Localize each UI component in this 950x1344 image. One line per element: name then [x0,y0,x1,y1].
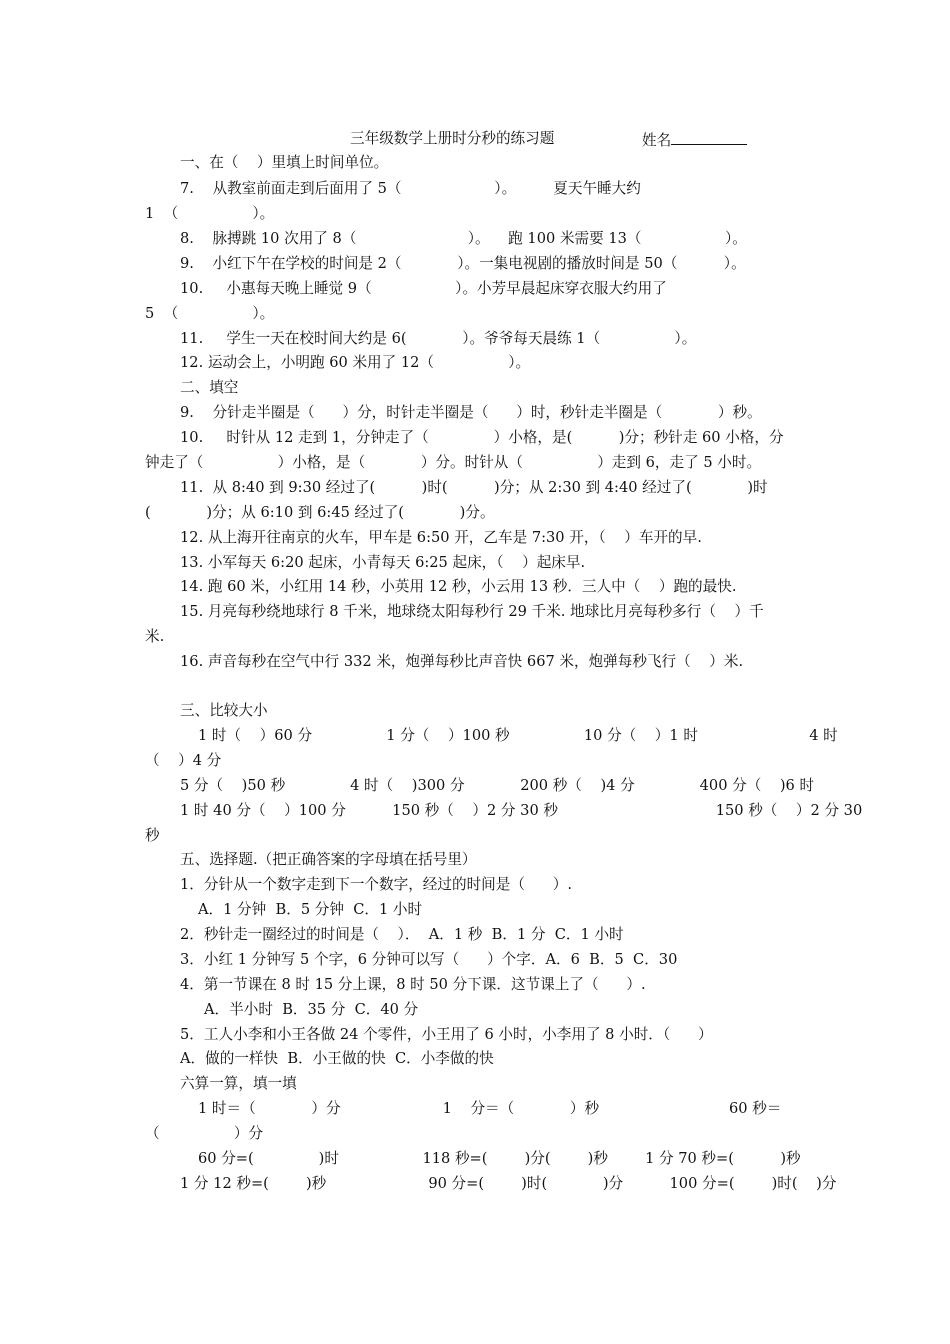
comparison-line: 1 时 40 分（ ）100 分 150 秒（ ）2 分 30 秒 150 秒（ ）2 分 30 [180,802,863,819]
question-line: 5 （ ）。 [145,305,275,322]
calc-line: 1 时＝（ ）分 1 分＝（ ）秒 60 秒＝ [198,1100,782,1117]
name-field [642,130,747,150]
name-blank [671,130,747,145]
choice-question: 1．分针从一个数字走到下一个数字，经过的时间是（ ）. [180,876,573,893]
question-line: 1 （ ）。 [145,205,275,222]
comparison-line: 1 时（ ）60 分 1 分（ ）100 秒 10 分（ ）1 时 4 时 [198,727,838,744]
question-line: 10. 小惠每天晚上睡觉 9（ ）。小芳早晨起床穿衣服大约用了 [180,280,667,297]
section-five-heading: 五、选择题.（把正确答案的字母填在括号里） [180,851,477,868]
question-line: 10. 时针从 12 走到 1，分钟走了（ ）小格，是( )分；秒针走 60 小格，分 [180,429,784,446]
question-line: ( )分；从 6:10 到 6:45 经过了( )分。 [145,504,495,521]
comparison-line: 秒 [145,827,160,844]
question-line: 12. 从上海开往南京的火车，甲车是 6:50 开，乙车是 7:30 开，（ ）车开的早. [180,529,702,546]
calc-line: 60 分=( )时 118 秒=( )分( )秒 1 分 70 秒=( )秒 [198,1150,801,1167]
question-line: 13. 小军每天 6:20 起床，小青每天 6:25 起床，（ ）起床早. [180,554,586,571]
question-line: 15. 月亮每秒绕地球行 8 千米，地球绕太阳每秒行 29 千米. 地球比月亮每秒多行（ ）千 [180,603,764,620]
comparison-line: （ ）4 分 [145,752,222,769]
choice-question: 5．工人小李和小王各做 24 个零件，小王用了 6 小时，小李用了 8 小时．（ ） [180,1026,713,1043]
question-line: 16. 声音每秒在空气中行 332 米，炮弹每秒比声音快 667 米，炮弹每秒飞行（ ）米. [180,653,744,670]
section-one-heading: 一、在（ ）里填上时间单位。 [180,154,389,171]
question-line: 11. 学生一天在校时间大约是 6( ）。爷爷每天晨练 1（ ）。 [180,330,697,347]
choice-options: A．半小时 B．35 分 C．40 分 [204,1001,419,1018]
choice-question: 4．第一节课在 8 时 15 分上课，8 时 50 分下课．这节课上了（ ）. [180,976,646,993]
calc-line: （ ）分 [145,1125,264,1142]
question-line: 11. 从 8:40 到 9:30 经过了( )时( )分；从 2:30 到 4:40 经过了( )时 [180,479,768,496]
choice-question: 3．小红 1 分钟写 5 个字，6 分钟可以写（ ）个字．A．6 B．5 C．30 [180,951,678,968]
question-line: 12. 运动会上，小明跑 60 米用了 12（ ）。 [180,354,531,371]
calc-line: 1 分 12 秒=( )秒 90 分=( )时( )分 100 分=( )时( )分 [180,1175,837,1192]
section-six-heading: 六算一算，填一填 [180,1075,297,1092]
section-two-heading: 二、填空 [180,379,239,396]
name-label: 姓名 [642,132,672,149]
worksheet-title: 三年级数学上册时分秒的练习题 [350,130,555,147]
question-line: 米. [145,628,165,645]
question-line: 9. 分针走半圈是（ ）分，时针走半圈是（ ）时，秒针走半圈是（ ）秒。 [180,404,762,421]
question-line: 14. 跑 60 米，小红用 14 秒，小英用 12 秒，小云用 13 秒．三人中（ ）跑的最快. [180,578,737,595]
question-line: 7. 从教室前面走到后面用了 5（ ）。 夏天午睡大约 [180,180,641,197]
question-line: 8. 脉搏跳 10 次用了 8（ ）。 跑 100 米需要 13（ ）。 [180,230,747,247]
comparison-line: 5 分（ )50 秒 4 时（ )300 分 200 秒（ )4 分 400 分（ )6 时 [180,777,815,794]
choice-options: A．1 分钟 B．5 分钟 C．1 小时 [198,901,423,918]
section-three-heading: 三、比较大小 [180,702,268,719]
question-line: 钟走了（ ）小格，是（ ）分。时针从（ ）走到 6，走了 5 小时。 [145,454,762,471]
question-line: 9. 小红下午在学校的时间是 2（ ）。一集电视剧的播放时间是 50（ ）。 [180,255,746,272]
choice-question: 2．秒针走一圈经过的时间是（ ）． A．1 秒 B．1 分 C．1 小时 [180,926,624,943]
choice-options: A．做的一样快 B．小王做的快 C．小李做的快 [180,1050,494,1067]
